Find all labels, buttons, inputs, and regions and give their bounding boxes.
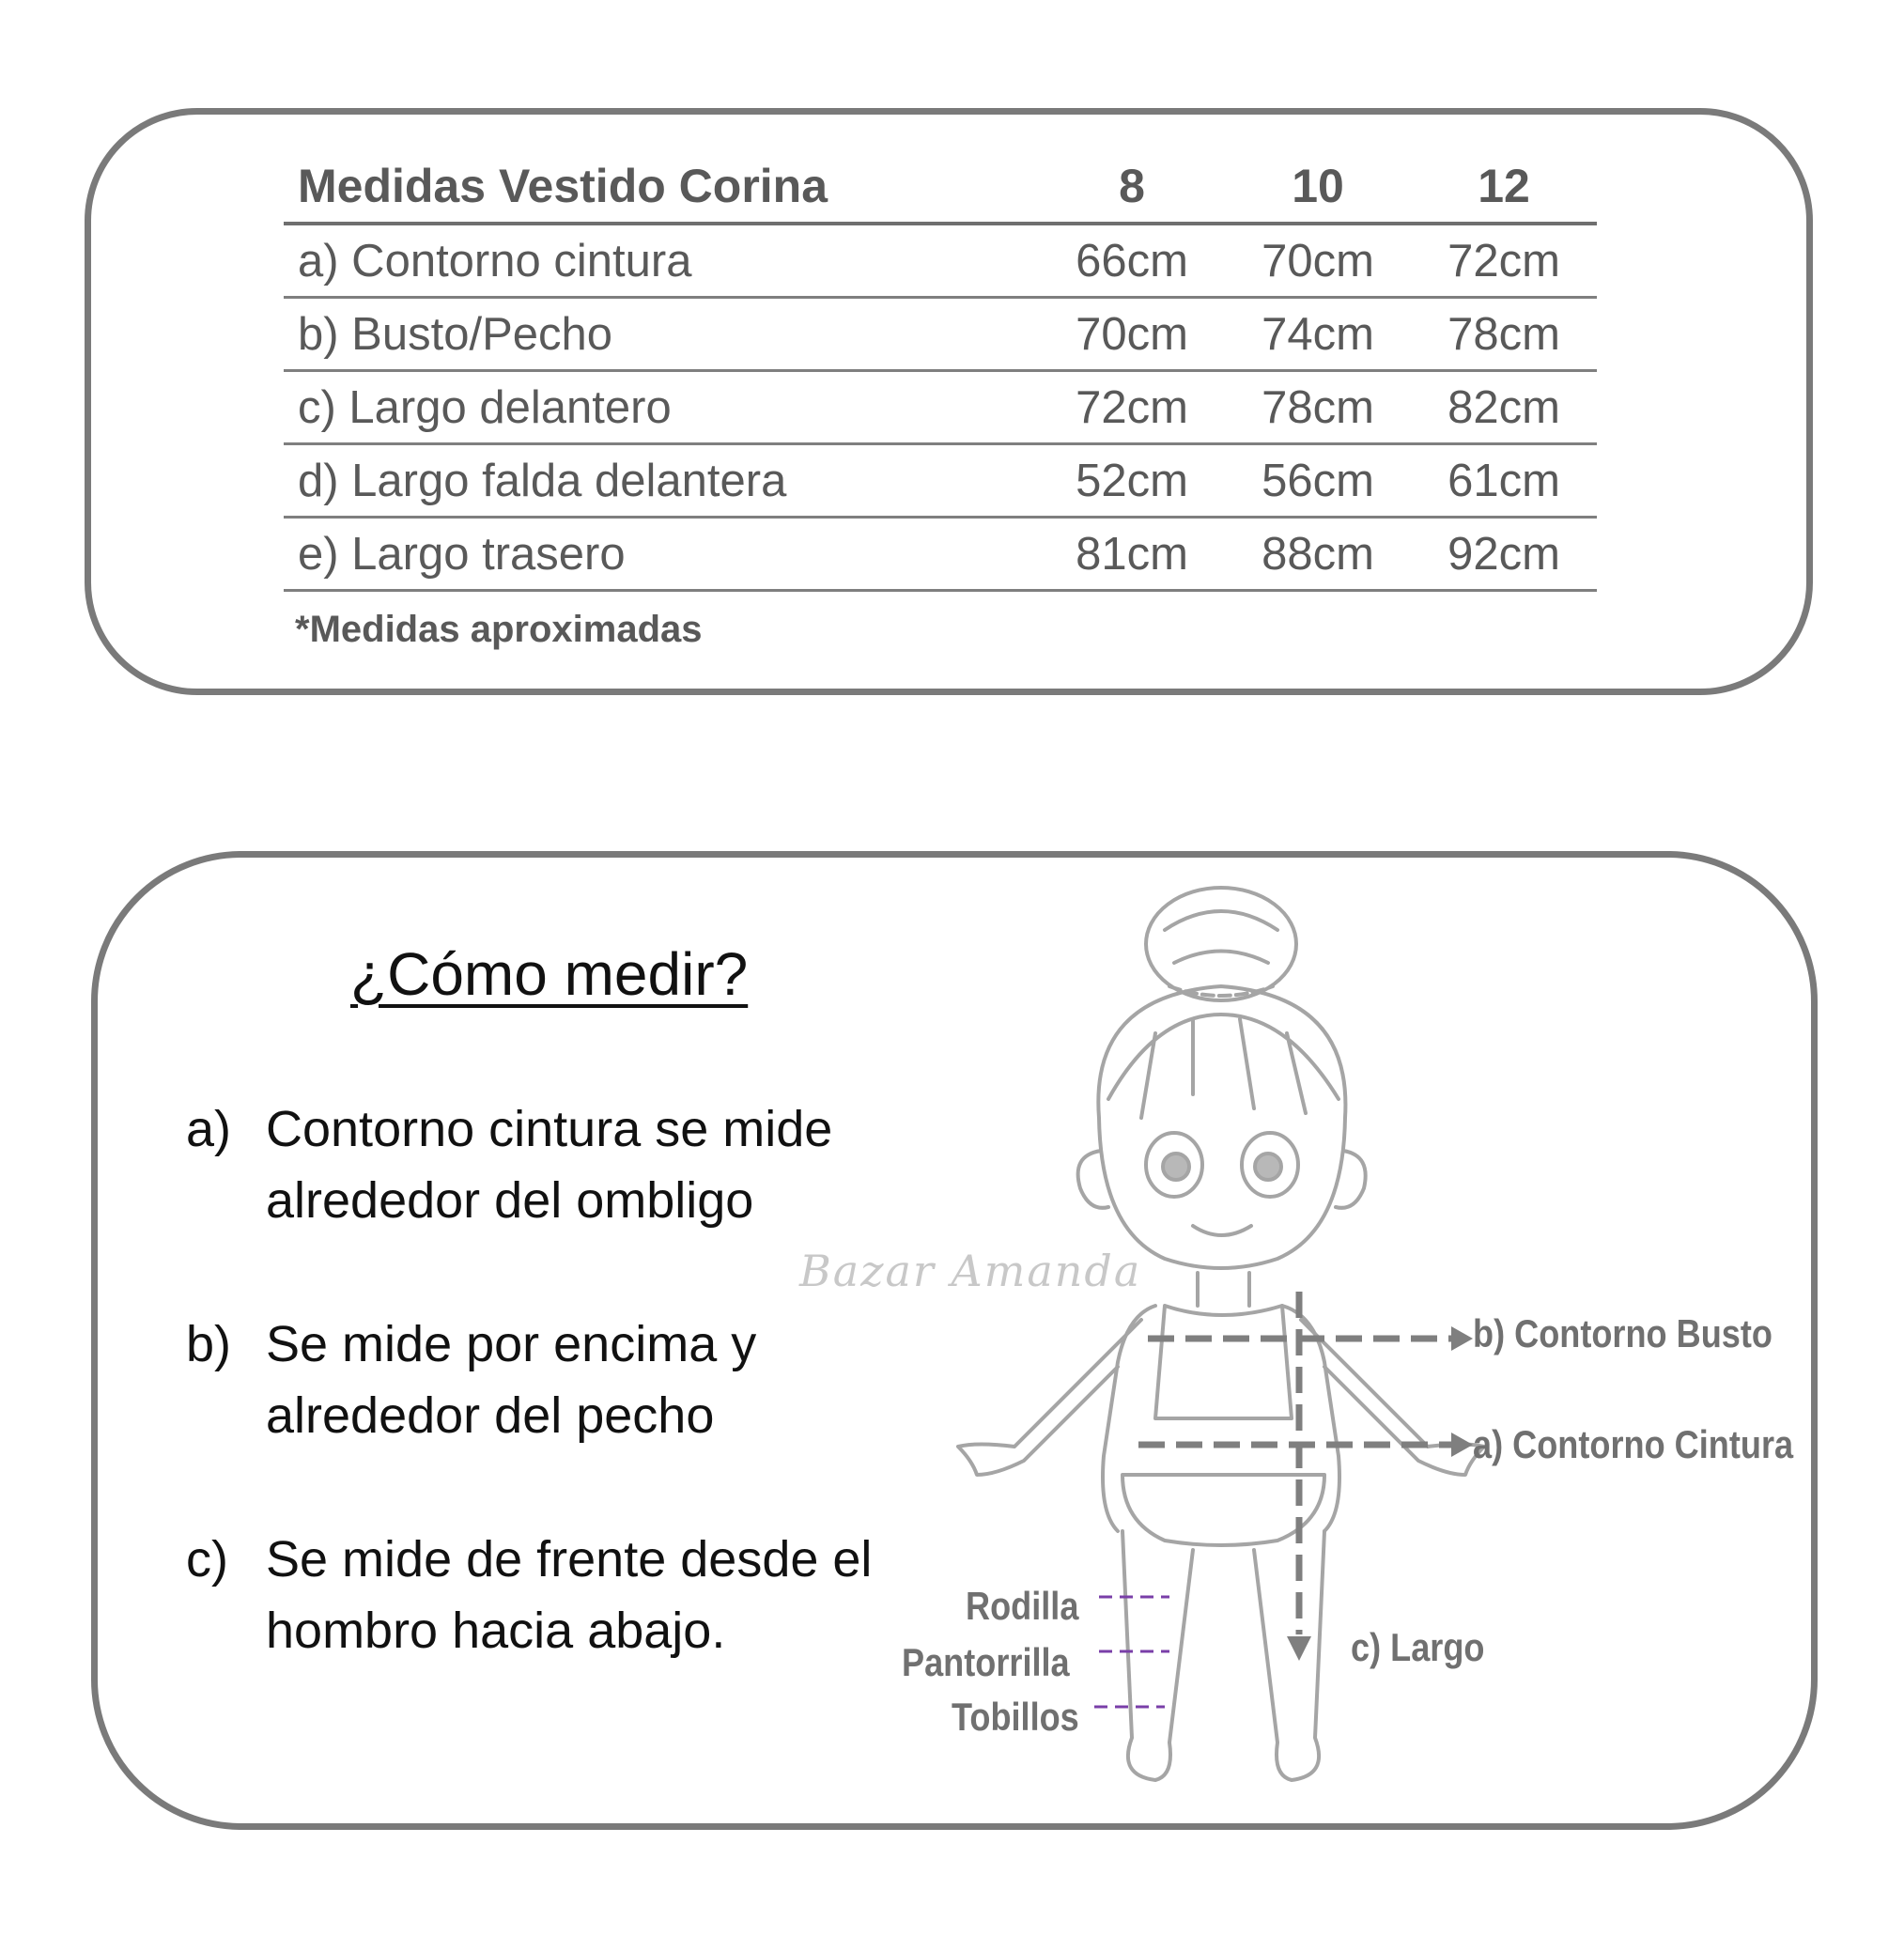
label-tobillos: Tobillos — [952, 1695, 1079, 1739]
table-row — [284, 372, 1597, 445]
table-title: Medidas Vestido Corina — [298, 160, 828, 212]
size-header-8: 8 — [1119, 160, 1145, 212]
instruction-text: Contorno cintura se mide alrededor del ombligo — [266, 1101, 833, 1229]
instruction-text: Se mide por encima y alrededor del pecho — [266, 1316, 757, 1444]
bangs — [1108, 1014, 1339, 1118]
row-value: 74cm — [1262, 308, 1374, 360]
instruction-a — [186, 1093, 980, 1236]
size-header-10: 10 — [1292, 160, 1344, 212]
label-contorno-cintura: a) Contorno Cintura — [1473, 1422, 1794, 1466]
smile — [1193, 1226, 1251, 1235]
table-row — [284, 445, 1597, 519]
right-pupil — [1255, 1154, 1281, 1180]
length-arrowhead — [1287, 1636, 1311, 1661]
row-value: 56cm — [1262, 455, 1374, 506]
row-value: 66cm — [1076, 235, 1188, 287]
row-value: 81cm — [1076, 528, 1188, 580]
table-row — [284, 225, 1597, 299]
underwear — [1122, 1475, 1324, 1545]
label-rodilla: Rodilla — [966, 1584, 1079, 1628]
label-contorno-busto: b) Contorno Busto — [1473, 1311, 1772, 1355]
top-garment — [1155, 1306, 1292, 1418]
label-pantorrilla: Pantorrilla — [902, 1640, 1070, 1684]
table-footnote: *Medidas aproximadas — [295, 609, 703, 650]
size-table — [284, 150, 1597, 592]
row-label: d) Largo falda delantera — [298, 455, 787, 506]
instruction-letter: b) — [186, 1316, 232, 1372]
watermark: Bazar Amanda — [799, 1246, 1142, 1296]
row-value: 52cm — [1076, 455, 1188, 506]
row-label: e) Largo trasero — [298, 528, 626, 580]
table-header-row — [284, 150, 1597, 225]
instruction-c — [186, 1524, 980, 1666]
instruction-letter: c) — [186, 1531, 228, 1588]
row-value: 78cm — [1447, 308, 1560, 360]
how-to-title: ¿Cómo medir? — [350, 940, 749, 1008]
left-leg — [1122, 1531, 1193, 1780]
head — [1098, 986, 1345, 1268]
left-pupil — [1163, 1154, 1189, 1180]
row-value: 61cm — [1447, 455, 1560, 506]
row-value: 72cm — [1447, 235, 1560, 287]
bust-arrowhead — [1451, 1326, 1473, 1351]
row-label: b) Busto/Pecho — [298, 308, 613, 360]
row-value: 82cm — [1447, 381, 1560, 433]
table-row — [284, 299, 1597, 372]
row-value: 88cm — [1262, 528, 1374, 580]
row-value: 72cm — [1076, 381, 1188, 433]
instruction-letter: a) — [186, 1101, 232, 1157]
table-row — [284, 519, 1597, 592]
bun-detail — [1165, 911, 1277, 963]
size-header-12: 12 — [1478, 160, 1530, 212]
row-value: 70cm — [1262, 235, 1374, 287]
waist-arrowhead — [1451, 1433, 1473, 1457]
row-label: a) Contorno cintura — [298, 235, 692, 287]
hair-bun — [1146, 888, 1296, 1000]
neck — [1198, 1273, 1249, 1306]
right-leg — [1254, 1531, 1324, 1780]
instruction-text: Se mide de frente desde el hombro hacia abajo. — [266, 1531, 873, 1659]
row-value: 70cm — [1076, 308, 1188, 360]
row-value: 78cm — [1262, 381, 1374, 433]
row-value: 92cm — [1447, 528, 1560, 580]
row-label: c) Largo delantero — [298, 381, 672, 433]
instruction-b — [186, 1309, 980, 1451]
label-largo: c) Largo — [1351, 1625, 1485, 1669]
